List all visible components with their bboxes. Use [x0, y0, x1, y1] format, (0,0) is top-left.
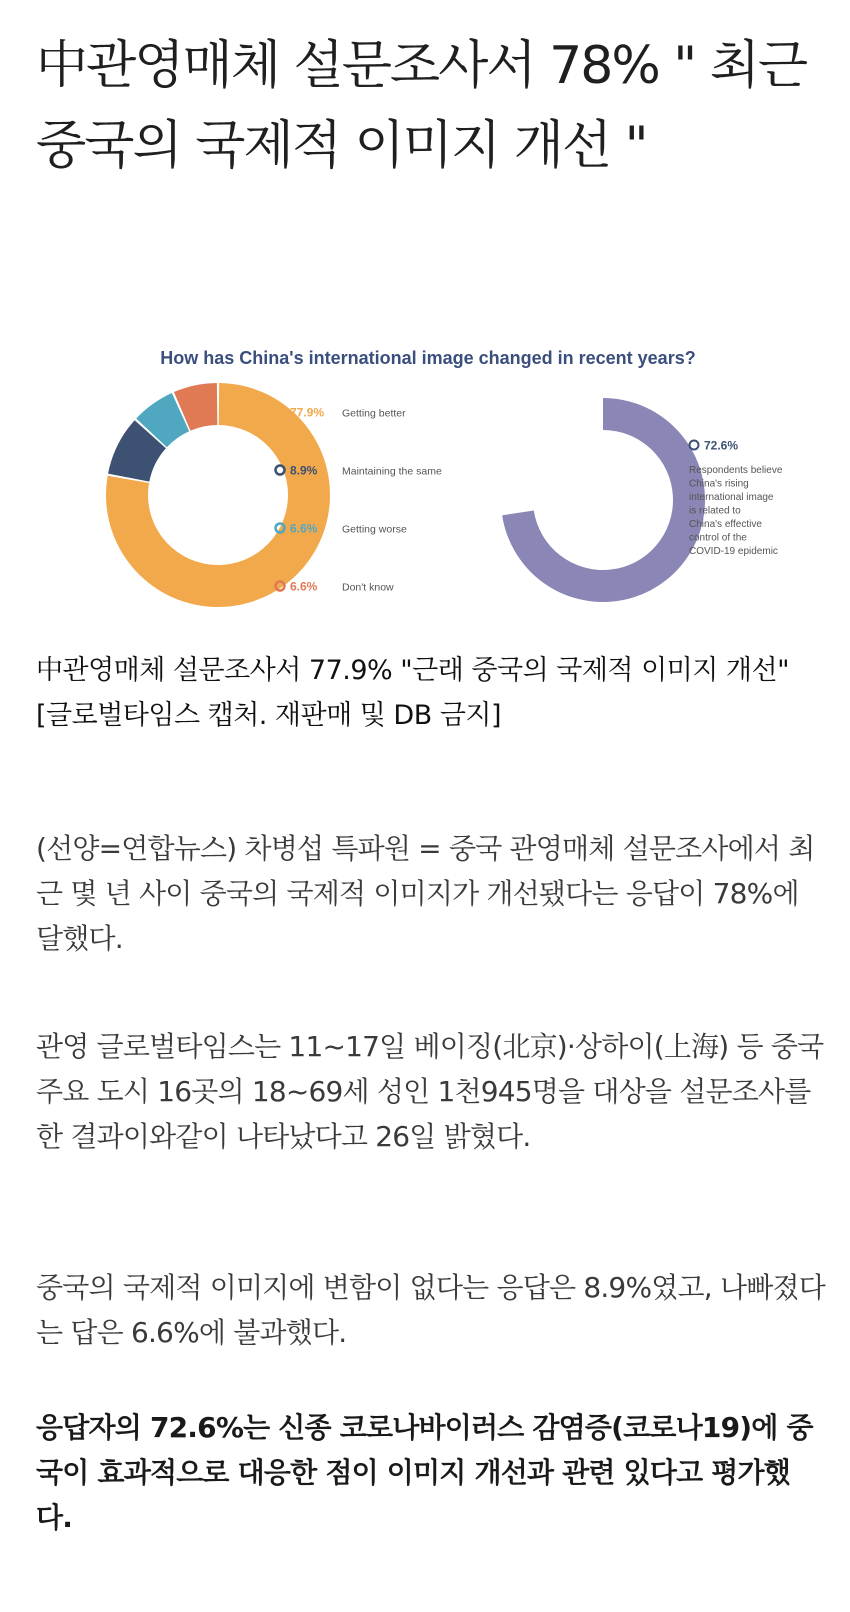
legend-marker-maintaining-the-same: [276, 466, 285, 475]
legend-label-don-t-know: Don't know: [342, 581, 394, 594]
legend-label-maintaining-the-same: Maintaining the same: [342, 465, 442, 478]
donut2-slice: [502, 398, 705, 602]
body-paragraph-4: 응답자의 72.6%는 신종 코로나바이러스 감염증(코로나19)에 중국이 효과적으로 대응한 점이 이미지 개선과 관련 있다고 평가했다.: [36, 1411, 813, 1534]
annotation-value: 72.6%: [704, 438, 739, 453]
headline: 中관영매체 설문조사서 78% " 최근 중국의 국제적 이미지 개선 ": [36, 36, 807, 176]
legend-value-don-t-know: 6.6%: [290, 579, 318, 594]
chart-title: How has China's international image changed in recent years?: [160, 348, 696, 368]
legend-label-getting-better: Getting better: [342, 407, 406, 420]
annotation-text: Respondents believe China's rising international image is related to China's effective control of the COVID-19 epidemic: [689, 465, 783, 557]
figure-caption: 中관영매체 설문조사서 77.9% "근래 중국의 국제적 이미지 개선" [글로벌타임스 캡처. 재판매 및 DB 금지]: [36, 655, 789, 731]
legend-value-getting-better: 77.9%: [290, 405, 325, 420]
legend-value-getting-worse: 6.6%: [290, 521, 318, 536]
body-paragraph-1: (선양=연합뉴스) 차병섭 특파원 = 중국 관영매체 설문조사에서 최근 몇 년 사이 중국의 국제적 이미지가 개선됐다는 응답이 78%에 달했다.: [36, 832, 815, 955]
body-paragraph-2: 관영 글로벌타임스는 11~17일 베이징(北京)·상하이(上海) 등 중국 주요 도시 16곳의 18~69세 성인 1천945명을 대상을 설문조사를 한 결과이와같이 나타났다고 26일 밝혔다.: [36, 1030, 824, 1153]
annotation-marker: [690, 441, 699, 450]
legend-value-maintaining-the-same: 8.9%: [290, 463, 318, 478]
article-figure: [58, 330, 798, 630]
legend-label-getting-worse: Getting worse: [342, 523, 407, 536]
body-paragraph-3: 중국의 국제적 이미지에 변함이 없다는 응답은 8.9%였고, 나빠졌다는 답은 6.6%에 불과했다.: [36, 1271, 825, 1349]
chart-svg: [58, 330, 798, 630]
